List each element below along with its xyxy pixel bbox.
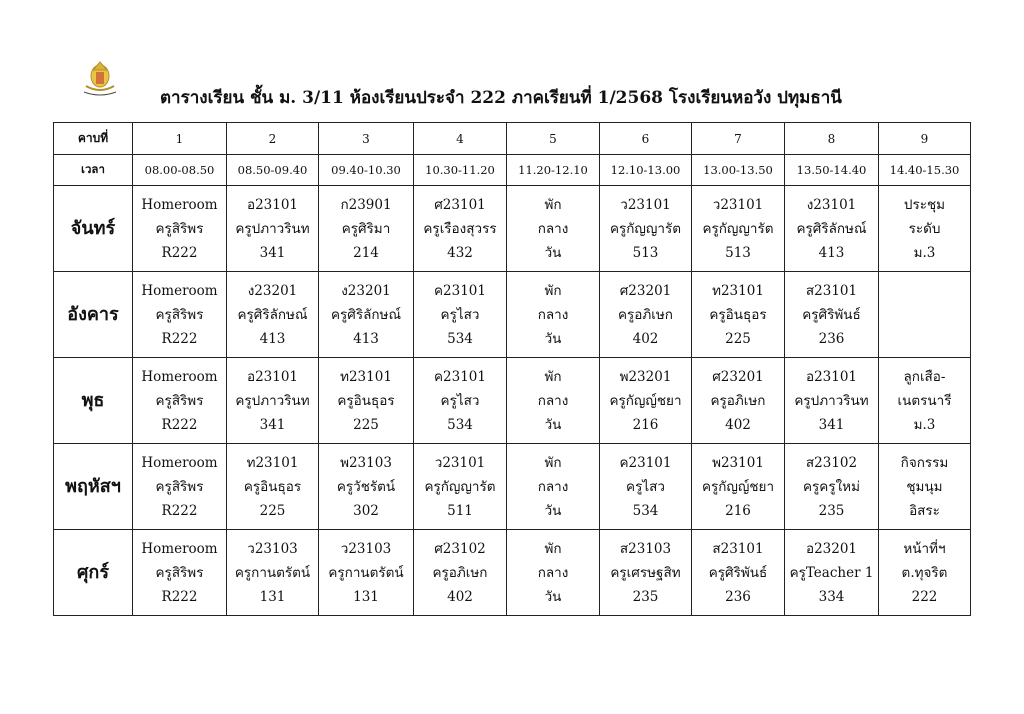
teacher-name: ครูวัชรัตน์ — [336, 478, 396, 495]
room-number: 413 — [259, 330, 286, 347]
subject-code: Homeroom — [141, 368, 218, 385]
class-cell — [507, 444, 600, 530]
room-number: ม.3 — [913, 416, 936, 433]
subject-code: Homeroom — [141, 540, 218, 557]
teacher-name: ครูสิริพร — [155, 478, 204, 495]
teacher-name: กลาง — [537, 564, 569, 581]
teacher-name: ครูศิริลักษณ์ — [237, 306, 308, 323]
class-cell — [879, 444, 971, 530]
subject-code: Homeroom — [141, 196, 218, 213]
period-number: 8 — [785, 123, 879, 155]
subject-code: พัก — [544, 282, 562, 299]
room-number: วัน — [544, 588, 562, 605]
class-cell — [785, 272, 879, 358]
room-number: 413 — [818, 244, 845, 261]
day-name: พุธ — [54, 358, 133, 444]
timetable — [53, 122, 971, 616]
subject-code: ว23101 — [712, 196, 764, 213]
class-cell — [227, 186, 319, 272]
subject-code: ส23102 — [805, 454, 858, 471]
subject-code: ลูกเสือ- — [903, 368, 946, 385]
class-cell — [414, 186, 507, 272]
subject-code: หน้าที่ฯ — [903, 540, 946, 557]
teacher-name: ต.ทุจริต — [901, 564, 948, 581]
room-number: วัน — [544, 502, 562, 519]
room-number: 216 — [632, 416, 659, 433]
room-number: 432 — [447, 244, 473, 261]
subject-code: ศ23201 — [712, 368, 764, 385]
day-name: จันทร์ — [54, 186, 133, 272]
class-cell — [414, 272, 507, 358]
teacher-name: ครูศิริมา — [341, 220, 391, 237]
subject-code: ว23103 — [247, 540, 298, 557]
class-cell — [879, 530, 971, 616]
teacher-name: ครูกัญญ์ชยา — [609, 392, 682, 409]
period-time: 08.50-09.40 — [227, 155, 319, 186]
room-number: 402 — [725, 416, 751, 433]
subject-code: อ23101 — [246, 368, 299, 385]
period-number: 2 — [227, 123, 319, 155]
room-number: R222 — [161, 416, 198, 433]
room-number: 341 — [259, 416, 286, 433]
teacher-name: ครูกัญญารัต — [702, 220, 774, 237]
teacher-name: ชุมนุม — [906, 478, 943, 495]
teacher-name: ครูอินธุอร — [337, 392, 395, 409]
class-cell — [879, 186, 971, 272]
period-number: 4 — [414, 123, 507, 155]
subject-code: พัก — [544, 454, 562, 471]
page-title: ตารางเรียน ชั้น ม. 3/11 ห้องเรียนประจำ 222 ภาคเรียนที่ 1/2568 โรงเรียนหอวัง ปทุมธานี — [160, 88, 842, 108]
subject-code: ว23103 — [340, 540, 392, 557]
teacher-name: ครูปภาวรินท — [794, 392, 869, 409]
class-cell — [227, 530, 319, 616]
room-number: 216 — [725, 502, 751, 519]
room-number: 402 — [447, 588, 473, 605]
teacher-name: ครูTeacher 1 — [789, 564, 874, 581]
room-number: 235 — [818, 502, 845, 519]
subject-code: ว23101 — [620, 196, 671, 213]
day-name: พฤหัสฯ — [54, 444, 133, 530]
teacher-name: กลาง — [537, 392, 569, 409]
room-number: 402 — [632, 330, 659, 347]
room-number: 225 — [353, 416, 379, 433]
class-cell — [600, 444, 692, 530]
room-number: 214 — [353, 244, 379, 261]
subject-code: ง23201 — [247, 282, 298, 299]
class-cell — [600, 272, 692, 358]
room-number: 513 — [725, 244, 751, 261]
teacher-name: ครูปภาวรินท — [235, 220, 310, 237]
teacher-name: ครูศิริลักษณ์ — [796, 220, 867, 237]
period-time: 13.00-13.50 — [692, 155, 785, 186]
teacher-name: ครูไสว — [440, 392, 480, 409]
subject-code: ค23101 — [619, 454, 672, 471]
day-row — [54, 272, 971, 358]
class-cell — [785, 444, 879, 530]
room-number: R222 — [161, 244, 198, 261]
room-number: R222 — [161, 588, 198, 605]
day-row — [54, 530, 971, 616]
teacher-name: ครูกัญญ์ชยา — [701, 478, 775, 495]
timetable-body — [54, 123, 971, 616]
period-number: 3 — [319, 123, 414, 155]
period-time: 09.40-10.30 — [319, 155, 414, 186]
class-cell — [507, 530, 600, 616]
subject-code: พัก — [544, 540, 562, 557]
teacher-name: เนตรนารี — [897, 392, 952, 409]
subject-code: ค23101 — [434, 368, 486, 385]
period-number: 6 — [600, 123, 692, 155]
class-cell — [414, 358, 507, 444]
teacher-name: ครูอินธุอร — [243, 478, 302, 495]
teacher-name: ครูสิริพร — [155, 564, 204, 581]
teacher-name: ครูปภาวรินท — [235, 392, 310, 409]
day-name: ศุกร์ — [54, 530, 133, 616]
day-row — [54, 358, 971, 444]
teacher-name: ครูสิริพร — [155, 306, 204, 323]
room-number: 302 — [353, 502, 379, 519]
period-header-row — [54, 123, 971, 155]
room-number: 236 — [725, 588, 751, 605]
teacher-name: ครูอินธุอร — [709, 306, 767, 323]
subject-code: พ23101 — [712, 454, 764, 471]
period-time: 12.10-13.00 — [600, 155, 692, 186]
teacher-name: ครูสิริพร — [155, 392, 204, 409]
room-number: 341 — [818, 416, 845, 433]
class-cell — [507, 358, 600, 444]
teacher-name: ครูเศรษฐสิท — [610, 564, 681, 581]
class-cell — [692, 444, 785, 530]
class-cell — [879, 272, 971, 358]
room-number: อิสระ — [909, 502, 940, 519]
class-cell — [600, 530, 692, 616]
day-row — [54, 444, 971, 530]
room-number: วัน — [544, 330, 562, 347]
class-cell — [227, 272, 319, 358]
subject-code: ศ23201 — [619, 282, 672, 299]
class-cell — [319, 186, 414, 272]
room-number: 236 — [818, 330, 845, 347]
subject-code: ว23101 — [434, 454, 486, 471]
teacher-name: ครูสิริพร — [155, 220, 204, 237]
room-number: ม.3 — [913, 244, 936, 261]
period-time: 10.30-11.20 — [414, 155, 507, 186]
room-number: 413 — [353, 330, 379, 347]
teacher-name: ครูอภิเษก — [618, 306, 673, 323]
period-label: คาบที่ — [54, 123, 133, 155]
teacher-name: ครูไสว — [626, 478, 665, 495]
subject-code: พัก — [544, 196, 562, 213]
period-time: 13.50-14.40 — [785, 155, 879, 186]
class-cell — [785, 186, 879, 272]
room-number: 534 — [447, 330, 473, 347]
subject-code: พ23103 — [340, 454, 392, 471]
time-header-row — [54, 155, 971, 186]
teacher-name: ครูไสว — [440, 306, 480, 323]
teacher-name: ครูกัญญารัต — [609, 220, 682, 237]
room-number: R222 — [161, 502, 198, 519]
teacher-name: กลาง — [537, 220, 569, 237]
class-cell — [507, 186, 600, 272]
subject-code: ง23101 — [806, 196, 857, 213]
class-cell — [133, 272, 227, 358]
teacher-name: ครูกานตรัตน์ — [328, 564, 404, 581]
subject-code: Homeroom — [141, 282, 218, 299]
period-number: 1 — [133, 123, 227, 155]
subject-code: ศ23101 — [434, 196, 486, 213]
teacher-name: ครูอภิเษก — [432, 564, 488, 581]
subject-code: ส23103 — [619, 540, 672, 557]
teacher-name: ครูกานตรัตน์ — [234, 564, 311, 581]
room-number: วัน — [544, 416, 562, 433]
class-cell — [227, 444, 319, 530]
teacher-name: ครูกัญญารัต — [424, 478, 496, 495]
subject-code: ท23101 — [712, 282, 764, 299]
teacher-name: ครูศิริพันธ์ — [802, 306, 861, 323]
class-cell — [133, 444, 227, 530]
class-cell — [319, 530, 414, 616]
room-number: 235 — [632, 588, 659, 605]
class-cell — [600, 358, 692, 444]
period-time: 11.20-12.10 — [507, 155, 600, 186]
room-number: 513 — [632, 244, 659, 261]
class-cell — [785, 358, 879, 444]
room-number: 534 — [632, 502, 659, 519]
subject-code: ง23201 — [341, 282, 391, 299]
subject-code: ศ23102 — [434, 540, 486, 557]
class-cell — [133, 186, 227, 272]
room-number: 131 — [353, 588, 379, 605]
class-cell — [507, 272, 600, 358]
period-number: 9 — [879, 123, 971, 155]
subject-code: ก23901 — [340, 196, 392, 213]
subject-code: อ23201 — [805, 540, 858, 557]
subject-code: อ23101 — [805, 368, 858, 385]
room-number: 334 — [818, 588, 845, 605]
teacher-name: ครูอภิเษก — [710, 392, 766, 409]
teacher-name: กลาง — [537, 306, 569, 323]
subject-code: ท23101 — [246, 454, 299, 471]
teacher-name: ครูศิริพันธ์ — [708, 564, 768, 581]
school-logo-icon — [80, 58, 120, 102]
class-cell — [414, 530, 507, 616]
period-number: 7 — [692, 123, 785, 155]
room-number: 131 — [259, 588, 286, 605]
class-cell — [600, 186, 692, 272]
class-cell — [319, 358, 414, 444]
class-cell — [785, 530, 879, 616]
class-cell — [319, 444, 414, 530]
subject-code: พ23201 — [619, 368, 672, 385]
room-number: 225 — [725, 330, 751, 347]
room-number: วัน — [544, 244, 562, 261]
teacher-name: ครูครูใหม่ — [803, 478, 860, 495]
class-cell — [414, 444, 507, 530]
class-cell — [692, 530, 785, 616]
teacher-name: ระดับ — [908, 220, 941, 237]
day-row — [54, 186, 971, 272]
class-cell — [319, 272, 414, 358]
period-number: 5 — [507, 123, 600, 155]
class-cell — [879, 358, 971, 444]
class-cell — [692, 358, 785, 444]
subject-code: พัก — [544, 368, 562, 385]
subject-code: กิจกรรม — [900, 454, 949, 471]
room-number: 222 — [911, 588, 938, 605]
class-cell — [227, 358, 319, 444]
teacher-name: ครูเรืองสุวรร — [423, 220, 497, 237]
teacher-name: ครูศิริลักษณ์ — [331, 306, 401, 323]
subject-code: อ23101 — [246, 196, 299, 213]
subject-code: ค23101 — [434, 282, 486, 299]
period-time: 08.00-08.50 — [133, 155, 227, 186]
subject-code: Homeroom — [141, 454, 218, 471]
room-number: R222 — [161, 330, 198, 347]
class-cell — [692, 186, 785, 272]
class-cell — [692, 272, 785, 358]
subject-code: ส23101 — [712, 540, 764, 557]
room-number: 511 — [447, 502, 473, 519]
room-number: 225 — [259, 502, 286, 519]
teacher-name: กลาง — [537, 478, 569, 495]
time-label: เวลา — [54, 155, 133, 186]
day-name: อังคาร — [54, 272, 133, 358]
subject-code: ประชุม — [903, 196, 946, 213]
room-number: 341 — [259, 244, 286, 261]
class-cell — [133, 530, 227, 616]
subject-code: ท23101 — [340, 368, 392, 385]
room-number: 534 — [447, 416, 473, 433]
period-time: 14.40-15.30 — [879, 155, 971, 186]
class-cell — [133, 358, 227, 444]
subject-code: ส23101 — [805, 282, 858, 299]
